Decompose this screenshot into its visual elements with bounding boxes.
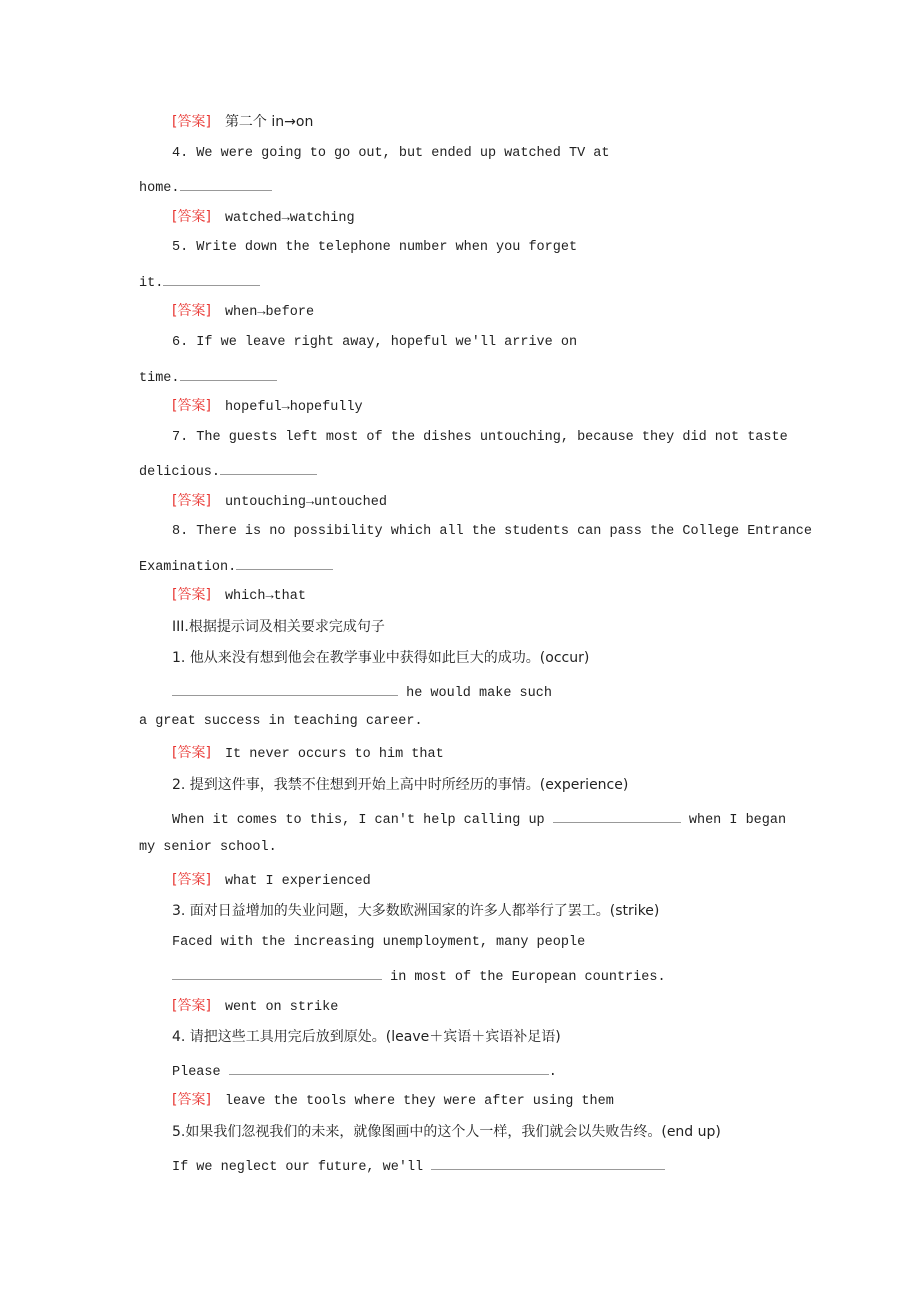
question-5-cont-text: it. <box>139 276 164 291</box>
answer-blank[interactable] <box>236 555 333 570</box>
answer-label: [答案] <box>172 493 211 509</box>
answer-line <box>172 302 314 322</box>
answer-blank[interactable] <box>172 681 398 696</box>
answer-line <box>172 208 355 228</box>
answer-blank[interactable] <box>172 965 382 980</box>
sentence-2-prompt: 2. 提到这件事，我禁不住想到开始上高中时所经历的事情。(experience) <box>172 777 629 793</box>
answer-text: what I experienced <box>224 874 371 889</box>
sentence-1-text: he would make such <box>398 686 552 701</box>
answer-label: [答案] <box>172 745 211 761</box>
sentence-1-cont: a great success in teaching career. <box>139 714 423 729</box>
question-8-cont-text: Examination. <box>139 560 237 575</box>
answer-line <box>172 997 338 1017</box>
answer-label: [答案] <box>172 998 211 1014</box>
question-8: 8. There is no possibility which all the students can pass the College Entrance <box>172 524 813 539</box>
sentence-3-text: in most of the European countries. <box>382 970 666 985</box>
answer-label: [答案] <box>172 587 211 603</box>
sentence-2-text-after: when I began <box>680 813 787 828</box>
answer-line <box>172 586 306 606</box>
answer-line <box>172 113 313 133</box>
sentence-4-text-before: Please <box>172 1065 229 1080</box>
answer-label: [答案] <box>172 209 211 225</box>
answer-text: 第二个 in→on <box>224 114 314 130</box>
answer-line <box>172 397 363 417</box>
answer-text: It never occurs to him that <box>224 747 444 762</box>
answer-blank[interactable] <box>431 1155 665 1170</box>
question-5: 5. Write down the telephone number when you forget <box>172 240 578 255</box>
answer-label: [答案] <box>172 114 211 130</box>
answer-label: [答案] <box>172 872 211 888</box>
question-6-cont-text: time. <box>139 371 180 386</box>
answer-blank[interactable] <box>163 271 260 286</box>
answer-text: untouching→untouched <box>224 495 387 510</box>
sentence-3-line1: Faced with the increasing unemployment, many people <box>172 935 586 950</box>
question-4: 4. We were going to go out, but ended up watched TV at <box>172 146 610 161</box>
answer-blank[interactable] <box>553 808 681 823</box>
question-7: 7. The guests left most of the dishes untouching, because they did not taste <box>172 430 788 445</box>
answer-blank[interactable] <box>180 176 272 191</box>
answer-line <box>172 871 371 891</box>
sentence-5-line <box>172 1155 665 1177</box>
answer-label: [答案] <box>172 398 211 414</box>
answer-label: [答案] <box>172 1092 211 1108</box>
sentence-1-prompt: 1. 他从来没有想到他会在教学事业中获得如此巨大的成功。(occur) <box>172 650 590 666</box>
question-5-cont <box>139 271 260 293</box>
sentence-1-line <box>172 681 552 703</box>
sentence-2-text-before: When it comes to this, I can't help calling up <box>172 813 553 828</box>
answer-line <box>172 1091 614 1111</box>
question-4-cont <box>139 176 272 198</box>
answer-blank[interactable] <box>180 366 277 381</box>
answer-blank[interactable] <box>229 1060 549 1075</box>
sentence-4-prompt: 4. 请把这些工具用完后放到原处。(leave＋宾语＋宾语补足语) <box>172 1029 561 1045</box>
sentence-2-cont: my senior school. <box>139 840 277 855</box>
sentence-4-text-after: . <box>548 1065 557 1080</box>
sentence-5-prompt: 5.如果我们忽视我们的未来，就像图画中的这个人一样，我们就会以失败告终。(end up) <box>172 1124 721 1140</box>
question-7-cont <box>139 460 317 482</box>
answer-line <box>172 492 387 512</box>
answer-text: hopeful→hopefully <box>224 400 363 415</box>
question-6: 6. If we leave right away, hopeful we'll arrive on <box>172 335 578 350</box>
sentence-5-text: If we neglect our future, we'll <box>172 1160 432 1175</box>
answer-line <box>172 744 444 764</box>
question-4-cont-text: home. <box>139 181 180 196</box>
answer-text: went on strike <box>224 1000 339 1015</box>
answer-text: when→before <box>224 305 315 320</box>
sentence-3-prompt: 3. 面对日益增加的失业问题，大多数欧洲国家的许多人都举行了罢工。(strike) <box>172 903 660 919</box>
answer-text: watched→watching <box>224 211 355 226</box>
answer-label: [答案] <box>172 303 211 319</box>
answer-text: leave the tools where they were after using them <box>224 1094 614 1109</box>
question-7-cont-text: delicious. <box>139 465 221 480</box>
sentence-4-line <box>172 1060 557 1082</box>
section-3-title: III.根据提示词及相关要求完成句子 <box>172 619 385 635</box>
question-8-cont <box>139 555 333 577</box>
question-6-cont <box>139 366 277 388</box>
answer-blank[interactable] <box>220 460 317 475</box>
sentence-3-line2 <box>172 965 666 987</box>
sentence-2-line <box>172 808 786 830</box>
answer-text: which→that <box>224 589 306 604</box>
